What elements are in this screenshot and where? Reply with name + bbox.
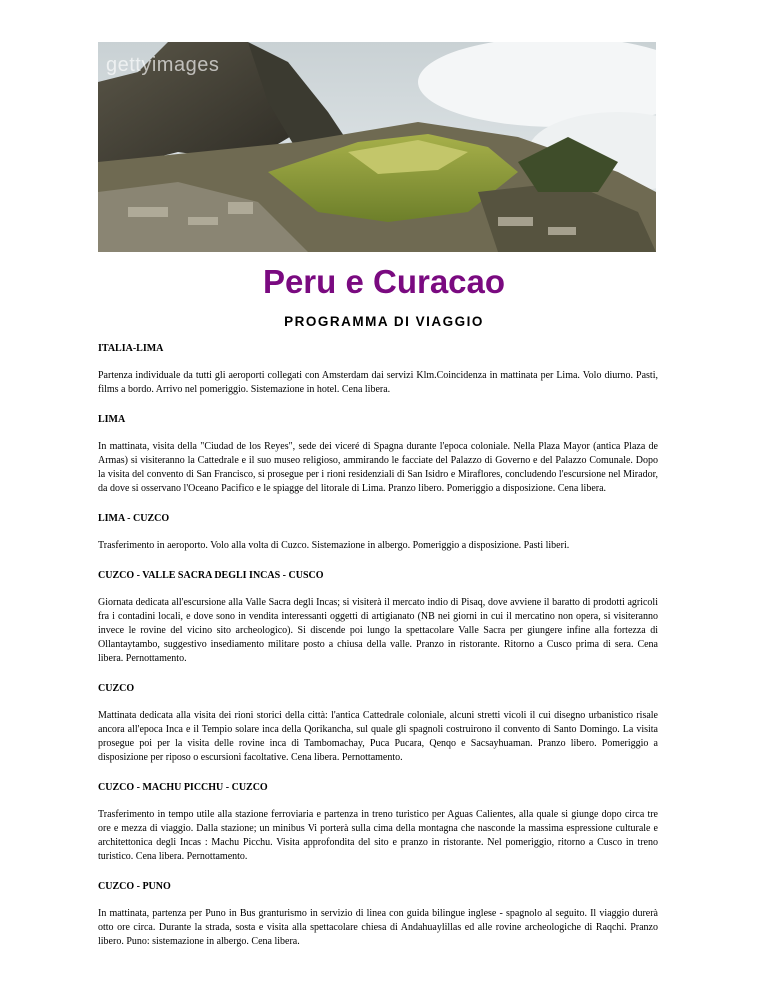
itinerary [98,343,658,966]
day-description: Partenza individuale da tutti gli aeroporti collegati con Amsterdam dai servizi Klm.Coincidenza in mattinata per Lima. Volo diurno. Pasti, films a bordo. Arrivo nel pomeriggio. Sistemazione in hotel. Cena libera. [98,370,658,395]
itinerary-day [98,782,658,864]
itinerary-day [98,513,658,553]
itinerary-day [98,570,658,666]
day-title: LIMA - CUZCO [98,513,170,524]
day-title: CUZCO [98,683,135,694]
page-subtitle: PROGRAMMA DI VIAGGIO [284,314,484,329]
day-description: Mattinata dedicata alla visita dei rioni storici della città: l'antica Cattedrale coloniale, alcuni stretti vicoli il cui disegno urbanistico risale ancora all'epoca Inca e il Tempio solare inca della Qorikancha, sul quale gli spagnoli costruirono il convento di Santo Domingo. La visita prosegue poi per la visita delle rovine inca di Tambomachay, Puca Pucara, Qenqo e Sacsayhuaman. Pranzo libero. Pomeriggio a disposizione per riposo o escursioni facoltative. Cena libera. Pernottamento. [98,710,658,763]
day-description: Trasferimento in tempo utile alla stazione ferroviaria e partenza in treno turistico per Aguas Calientes, alla quale si giunge dopo circa tre ore e mezza di viaggio. Dalla stazione; un minibus Vi porterà sulla cima della montagna che nasconde la massima espressione culturale e architettonica degli Incas : Machu Picchu. Visita approfondita del sito e pranzo in ristorante. Nel pomeriggio, ritorno a Cusco in treno turistico. Cena libera. Pernottamento. [98,809,658,862]
day-title: ITALIA-LIMA [98,343,164,354]
day-title: CUZCO - PUNO [98,881,171,892]
day-description: Trasferimento in aeroporto. Volo alla volta di Cuzco. Sistemazione in albergo. Pomeriggio a disposizione. Pasti liberi. [98,540,570,551]
day-description: In mattinata, visita della "Ciudad de los Reyes", sede dei viceré di Spagna durante l'epoca coloniale. Nella Plaza Mayor (antica Plaza de Armas) si visiteranno la Cattedrale e il suo museo religioso, ammirando le facciate del Palazzo di Governo e del Palazzo Comunale. Dopo la visita del convento di San Francisco, si prosegue per i rioni residenziali di San Isidro e Miraflores, concludendo l'escursione nel Mirador, da dove si osservano l'Oceano Pacifico e le spiagge del litorale di Lima. Pranzo libero. Pomeriggio a disposizione. Cena libera. [98,441,658,494]
day-description: Giornata dedicata all'escursione alla Valle Sacra degli Incas; si visiterà il mercato indio di Pisaq, dove avviene il baratto di prodotti agricoli fra i contadini locali, e dove sono in vendita interessanti oggetti di artigianato (NB nei giorni in cui il mercatino non opera, si visiteranno invece le rovine del vicino sito archeologico). Si discende poi lungo la spettacolare Valle Sacra per giungere infine alla fortezza di Ollantaytambo, suggestivo insediamento militare posto a chiusa della valle. Pranzo in ristorante. Ritorno a Cusco prima di sera. Cena libera. Pernottamento. [98,597,658,664]
itinerary-day [98,414,658,496]
day-title: CUZCO - MACHU PICCHU - CUZCO [98,782,268,793]
machu-picchu-photo [98,42,656,252]
watermark-text: gettyimages [106,54,220,76]
day-title: LIMA [98,414,126,425]
day-title: CUZCO - VALLE SACRA DEGLI INCAS - CUSCO [98,570,324,581]
page-title: Peru e Curacao [262,263,506,300]
itinerary-day [98,881,658,949]
day-description: In mattinata, partenza per Puno in Bus granturismo in servizio di linea con guida bilingue inglese - spagnolo al seguito. Il viaggio durerà otto ore circa. Durante la strada, sosta e visita alla spettacolare chiesa di Andahuaylillas ed alle rovine archeologiche di Raqchi. Pranzo libero. Puno: sistemazione in albergo. Cena libera. [98,908,658,947]
itinerary-day [98,683,658,765]
itinerary-day [98,343,658,397]
